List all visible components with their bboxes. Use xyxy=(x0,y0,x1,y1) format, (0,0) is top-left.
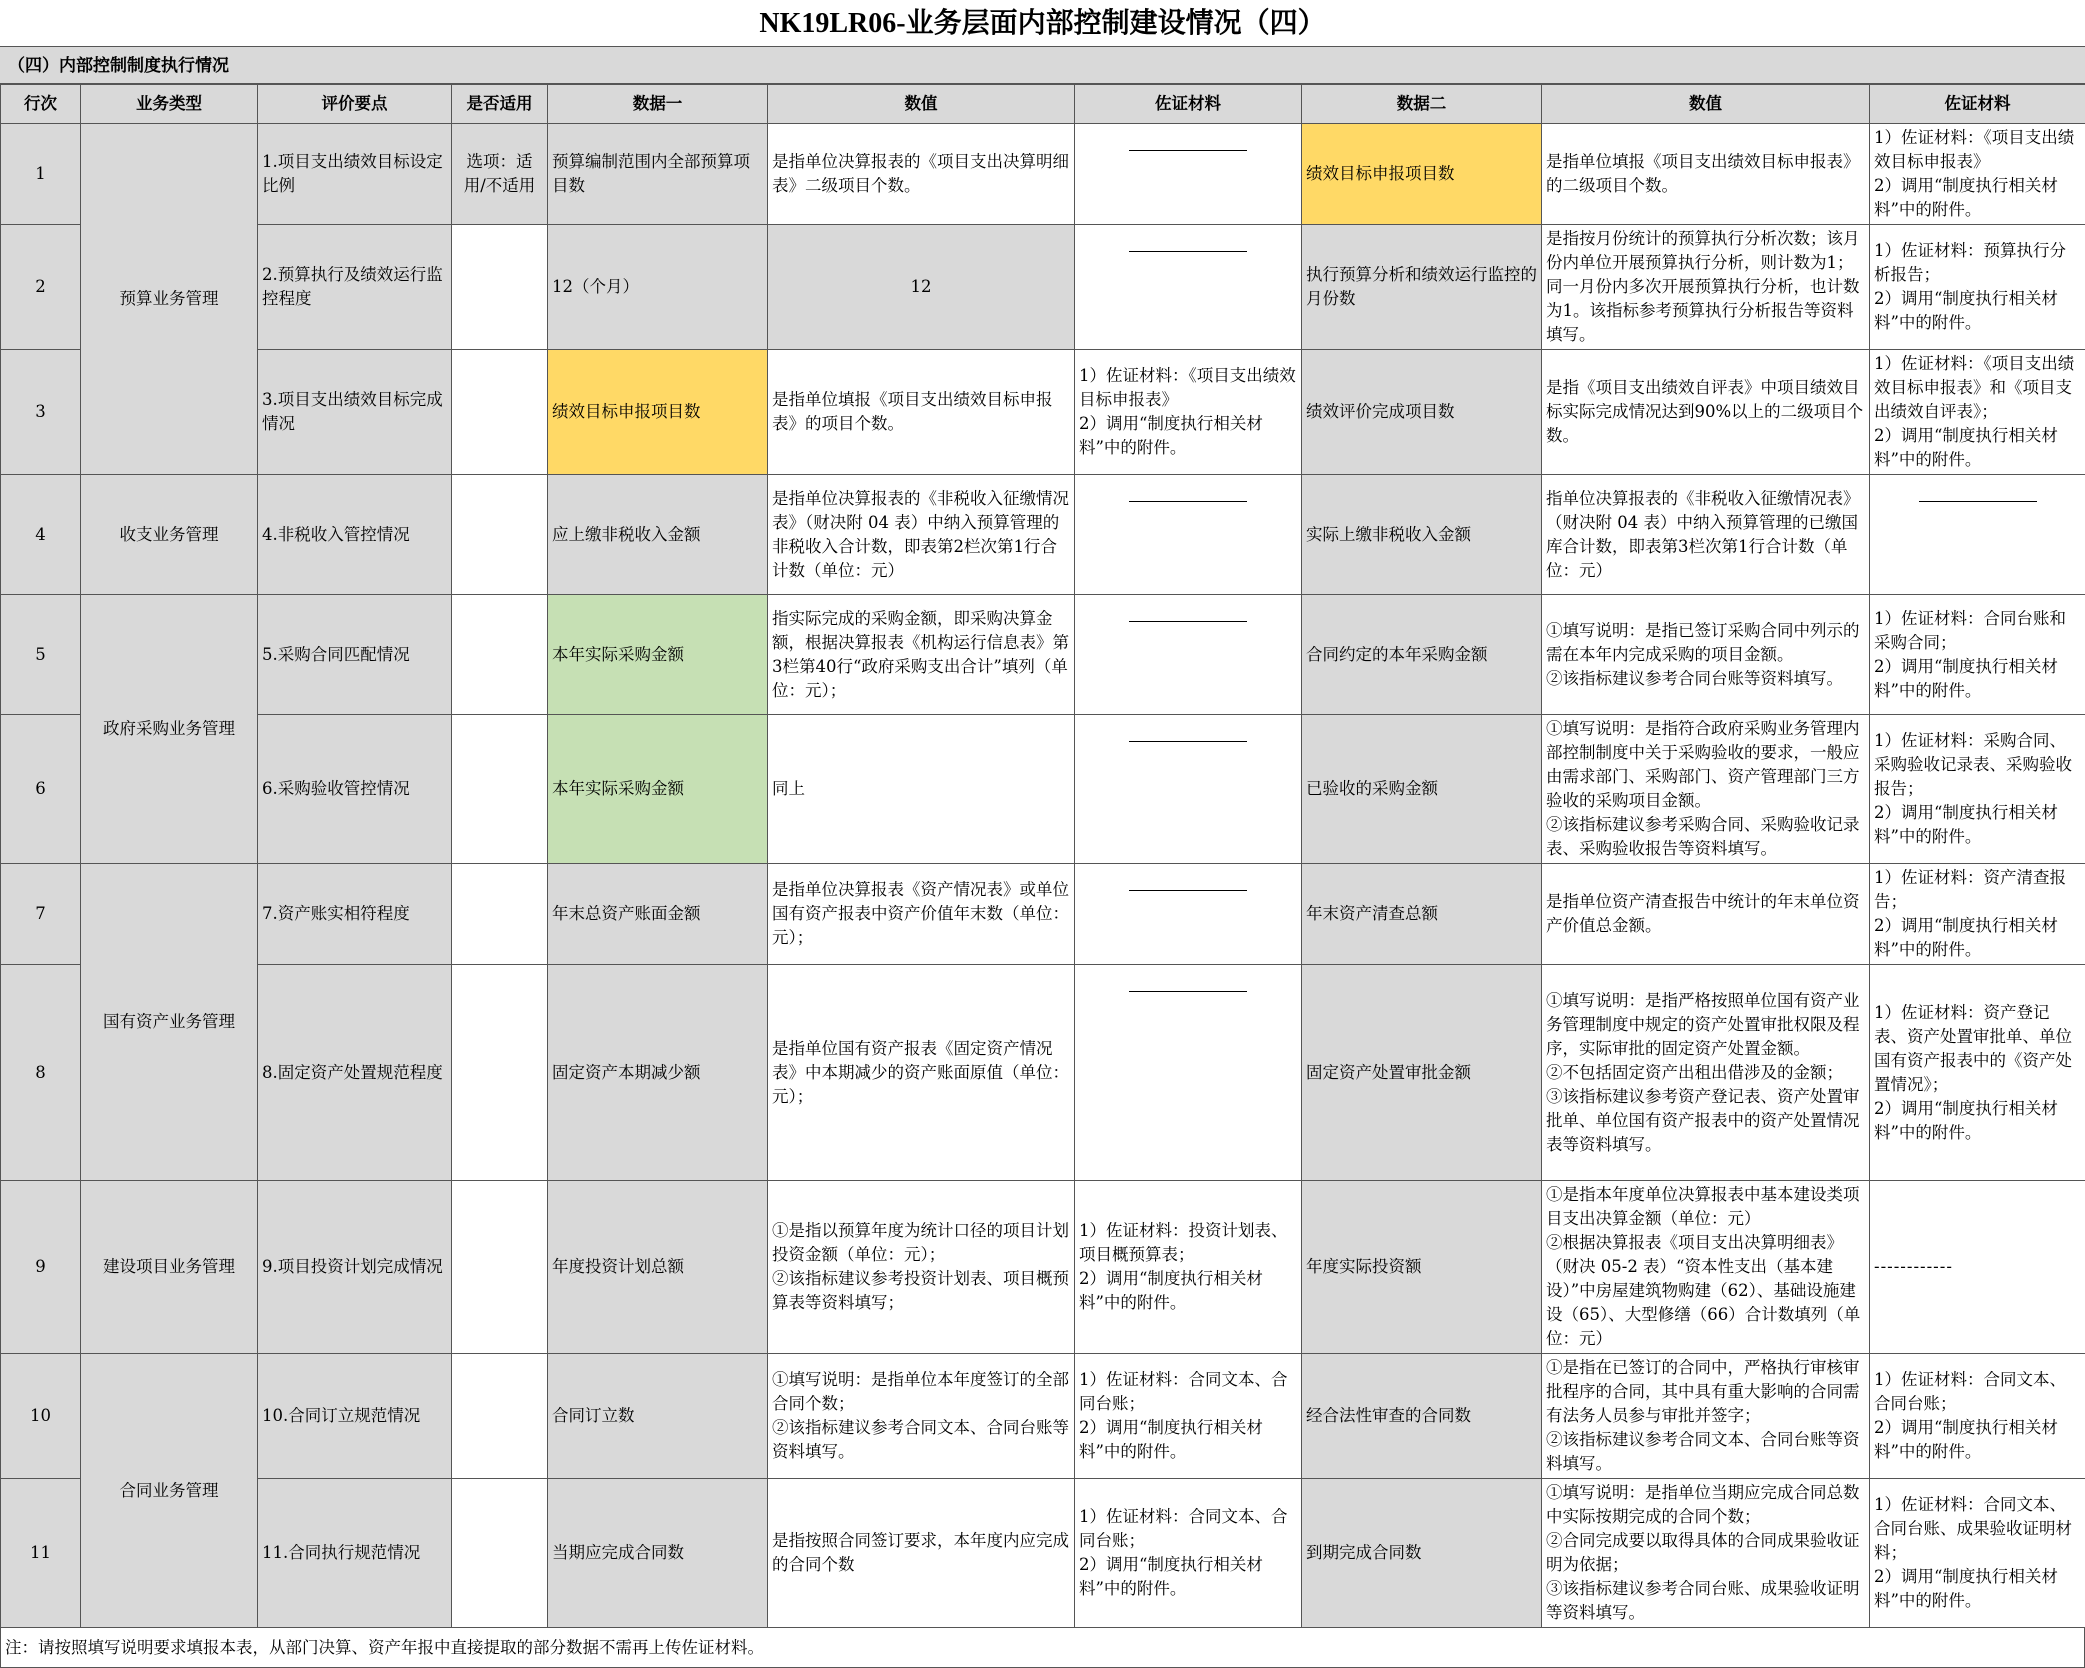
evidence2-cell: 1）佐证材料：资产清查报告； 2）调用“制度执行相关材料”中的附件。 xyxy=(1870,864,2085,965)
evidence1-cell xyxy=(1075,225,1302,350)
eval-point-cell: 5.采购合同匹配情况 xyxy=(258,595,452,715)
row-number: 2 xyxy=(1,225,81,350)
applicable-cell[interactable] xyxy=(452,1354,548,1479)
business-type-cell: 合同业务管理 xyxy=(81,1354,258,1628)
row-number: 6 xyxy=(1,715,81,864)
evidence1-cell xyxy=(1075,965,1302,1181)
value1-cell: 是指单位国有资产报表《固定资产情况表》中本期减少的资产账面原值（单位：元）； xyxy=(768,965,1075,1181)
value2-cell: ①是指在已签订的合同中，严格执行审核审批程序的合同，其中具有重大影响的合同需有法务人员参与审批并签字； ②该指标建议参考合同文本、合同台账等资料填写。 xyxy=(1542,1354,1870,1479)
data2-cell: 到期完成合同数 xyxy=(1302,1479,1542,1628)
evidence2-cell: 1）佐证材料：合同台账和采购合同； 2）调用“制度执行相关材料”中的附件。 xyxy=(1870,595,2085,715)
value2-cell: 指单位决算报表的《非税收入征缴情况表》（财决附 04 表）中纳入预算管理的已缴国库合计数，即表第3栏次第1行合计数（单位：元） xyxy=(1542,475,1870,595)
applicable-cell[interactable] xyxy=(452,1479,548,1628)
applicable-cell[interactable] xyxy=(452,595,548,715)
data1-cell: 本年实际采购金额 xyxy=(548,595,768,715)
blank-line xyxy=(1129,150,1247,151)
header-eval-point: 评价要点 xyxy=(258,85,452,124)
business-type-cell: 政府采购业务管理 xyxy=(81,595,258,864)
applicable-cell[interactable] xyxy=(452,965,548,1181)
blank-line xyxy=(1129,991,1247,992)
evidence2-cell: 1）佐证材料：资产登记表、资产处置审批单、单位国有资产报表中的《资产处置情况》； 2）调用“制度执行相关材料”中的附件。 xyxy=(1870,965,2085,1181)
data2-cell: 合同约定的本年采购金额 xyxy=(1302,595,1542,715)
table-row xyxy=(1,225,2085,350)
value2-cell: ①是指本年度单位决算报表中基本建设类项目支出决算金额（单位：元） ②根据决算报表《项目支出决算明细表》（财决 05-2 表）“资本性支出（基本建设）”中房屋建筑物购建（62）、基础设施建设（65）、大型修缮（66）合计数填列（单位：元） xyxy=(1542,1181,1870,1354)
evidence2-cell: 1）佐证材料：合同文本、合同台账、成果验收证明材料； 2）调用“制度执行相关材料”中的附件。 xyxy=(1870,1479,2085,1628)
evidence2-cell: 1）佐证材料：《项目支出绩效目标申报表》和《项目支出绩效自评表》； 2）调用“制度执行相关材料”中的附件。 xyxy=(1870,350,2085,475)
data1-cell: 12（个月） xyxy=(548,225,768,350)
applicable-cell[interactable] xyxy=(452,715,548,864)
business-type-cell: 收支业务管理 xyxy=(81,475,258,595)
row-number: 5 xyxy=(1,595,81,715)
row-number: 9 xyxy=(1,1181,81,1354)
eval-point-cell: 4.非税收入管控情况 xyxy=(258,475,452,595)
table-row xyxy=(1,1479,2085,1628)
evidence2-cell: 1）佐证材料：预算执行分析报告； 2）调用“制度执行相关材料”中的附件。 xyxy=(1870,225,2085,350)
business-type-cell: 国有资产业务管理 xyxy=(81,864,258,1181)
value1-cell: 是指单位决算报表的《非税收入征缴情况表》（财决附 04 表）中纳入预算管理的非税收入合计数，即表第2栏次第1行合计数（单位：元） xyxy=(768,475,1075,595)
data2-cell: 经合法性审查的合同数 xyxy=(1302,1354,1542,1479)
footnote: 注：请按照填写说明要求填报本表，从部门决算、资产年报中直接提取的部分数据不需再上传佐证材料。 xyxy=(0,1628,2085,1668)
data2-cell: 实际上缴非税收入金额 xyxy=(1302,475,1542,595)
eval-point-cell: 3.项目支出绩效目标完成情况 xyxy=(258,350,452,475)
table-row xyxy=(1,864,2085,965)
evidence2-cell: 1）佐证材料：《项目支出绩效目标申报表》 2）调用“制度执行相关材料”中的附件。 xyxy=(1870,124,2085,225)
header-data2: 数据二 xyxy=(1302,85,1542,124)
eval-point-cell: 11.合同执行规范情况 xyxy=(258,1479,452,1628)
control-table xyxy=(0,84,2085,1628)
value2-cell: ①填写说明：是指严格按照单位国有资产业务管理制度中规定的资产处置审批权限及程序，实际审批的固定资产处置金额。 ②不包括固定资产出租出借涉及的金额； ③该指标建议参考资产登记表、资产处置审批单、单位国有资产报表中的资产处置情况表等资料填写。 xyxy=(1542,965,1870,1181)
eval-point-cell: 9.项目投资计划完成情况 xyxy=(258,1181,452,1354)
data1-cell: 绩效目标申报项目数 xyxy=(548,350,768,475)
value2-cell: ①填写说明：是指已签订采购合同中列示的需在本年内完成采购的项目金额。 ②该指标建议参考合同台账等资料填写。 xyxy=(1542,595,1870,715)
value1-cell: 是指按照合同签订要求，本年度内应完成的合同个数 xyxy=(768,1479,1075,1628)
row-number: 3 xyxy=(1,350,81,475)
header-applicable: 是否适用 xyxy=(452,85,548,124)
blank-line xyxy=(1919,501,2037,502)
data1-cell: 合同订立数 xyxy=(548,1354,768,1479)
value1-cell: ①是指以预算年度为统计口径的项目计划投资金额（单位：元）； ②该指标建议参考投资计划表、项目概预算表等资料填写； xyxy=(768,1181,1075,1354)
applicable-cell[interactable]: 选项：适用/不适用 xyxy=(452,124,548,225)
value2-cell: 是指按月份统计的预算执行分析次数；该月份内单位开展预算执行分析，则计数为1；同一月份内多次开展预算执行分析，也计数为1。该指标参考预算执行分析报告等资料填写。 xyxy=(1542,225,1870,350)
data1-cell: 当期应完成合同数 xyxy=(548,1479,768,1628)
page-title: NK19LR06-业务层面内部控制建设情况（四） xyxy=(0,0,2085,46)
evidence1-cell xyxy=(1075,715,1302,864)
table-row xyxy=(1,1354,2085,1479)
header-evidence2: 佐证材料 xyxy=(1870,85,2085,124)
applicable-cell[interactable] xyxy=(452,225,548,350)
value1-cell: ①填写说明：是指单位本年度签订的全部合同个数； ②该指标建议参考合同文本、合同台账等资料填写。 xyxy=(768,1354,1075,1479)
applicable-cell[interactable] xyxy=(452,475,548,595)
applicable-cell[interactable] xyxy=(452,864,548,965)
blank-line xyxy=(1129,251,1247,252)
evidence1-cell: 1）佐证材料：投资计划表、项目概预算表； 2）调用“制度执行相关材料”中的附件。 xyxy=(1075,1181,1302,1354)
business-type-cell: 预算业务管理 xyxy=(81,124,258,475)
data2-cell: 执行预算分析和绩效运行监控的月份数 xyxy=(1302,225,1542,350)
evidence1-cell xyxy=(1075,124,1302,225)
table-row xyxy=(1,965,2085,1181)
evidence1-cell: 1）佐证材料：合同文本、合同台账； 2）调用“制度执行相关材料”中的附件。 xyxy=(1075,1479,1302,1628)
eval-point-cell: 6.采购验收管控情况 xyxy=(258,715,452,864)
value2-cell: ①填写说明：是指单位当期应完成合同总数中实际按期完成的合同个数； ②合同完成要以取得具体的合同成果验收证明为依据； ③该指标建议参考合同台账、成果验收证明等资料填写。 xyxy=(1542,1479,1870,1628)
table-row xyxy=(1,715,2085,864)
value1-cell: 同上 xyxy=(768,715,1075,864)
data2-cell: 已验收的采购金额 xyxy=(1302,715,1542,864)
data1-cell: 本年实际采购金额 xyxy=(548,715,768,864)
header-business-type: 业务类型 xyxy=(81,85,258,124)
header-row-no: 行次 xyxy=(1,85,81,124)
value1-cell: 是指单位决算报表《资产情况表》或单位国有资产报表中资产价值年末数（单位：元）； xyxy=(768,864,1075,965)
section-heading: （四）内部控制制度执行情况 xyxy=(0,46,2085,84)
data2-cell: 绩效评价完成项目数 xyxy=(1302,350,1542,475)
row-number: 7 xyxy=(1,864,81,965)
row-number: 8 xyxy=(1,965,81,1181)
eval-point-cell: 8.固定资产处置规范程度 xyxy=(258,965,452,1181)
eval-point-cell: 2.预算执行及绩效运行监控程度 xyxy=(258,225,452,350)
header-evidence1: 佐证材料 xyxy=(1075,85,1302,124)
evidence1-cell xyxy=(1075,864,1302,965)
evidence2-cell: 1）佐证材料：采购合同、采购验收记录表、采购验收报告； 2）调用“制度执行相关材料”中的附件。 xyxy=(1870,715,2085,864)
data2-cell: 年度实际投资额 xyxy=(1302,1181,1542,1354)
value1-cell: 是指单位填报《项目支出绩效目标申报表》的项目个数。 xyxy=(768,350,1075,475)
header-value1: 数值 xyxy=(768,85,1075,124)
data1-cell: 年末总资产账面金额 xyxy=(548,864,768,965)
blank-line xyxy=(1129,890,1247,891)
header-data1: 数据一 xyxy=(548,85,768,124)
evidence2-cell xyxy=(1870,475,2085,595)
applicable-cell[interactable] xyxy=(452,1181,548,1354)
value1-cell: 指实际完成的采购金额，即采购决算金额，根据决算报表《机构运行信息表》第3栏第40行“政府采购支出合计”填列（单位：元）； xyxy=(768,595,1075,715)
blank-line xyxy=(1129,621,1247,622)
evidence1-cell: 1）佐证材料：合同文本、合同台账； 2）调用“制度执行相关材料”中的附件。 xyxy=(1075,1354,1302,1479)
blank-line xyxy=(1129,501,1247,502)
data2-cell: 绩效目标申报项目数 xyxy=(1302,124,1542,225)
value2-cell: 是指单位资产清查报告中统计的年末单位资产价值总金额。 xyxy=(1542,864,1870,965)
applicable-cell[interactable] xyxy=(452,350,548,475)
evidence1-cell xyxy=(1075,595,1302,715)
row-number: 1 xyxy=(1,124,81,225)
eval-point-cell: 1.项目支出绩效目标设定比例 xyxy=(258,124,452,225)
data2-cell: 固定资产处置审批金额 xyxy=(1302,965,1542,1181)
value1-cell: 是指单位决算报表的《项目支出决算明细表》二级项目个数。 xyxy=(768,124,1075,225)
table-row xyxy=(1,350,2085,475)
value2-cell: ①填写说明：是指符合政府采购业务管理内部控制制度中关于采购验收的要求，一般应由需求部门、采购部门、资产管理部门三方验收的采购项目金额。 ②该指标建议参考采购合同、采购验收记录表、采购验收报告等资料填写。 xyxy=(1542,715,1870,864)
row-number: 11 xyxy=(1,1479,81,1628)
data1-cell: 应上缴非税收入金额 xyxy=(548,475,768,595)
eval-point-cell: 7.资产账实相符程度 xyxy=(258,864,452,965)
data1-cell: 年度投资计划总额 xyxy=(548,1181,768,1354)
evidence2-cell: ------------ xyxy=(1870,1181,2085,1354)
data1-cell: 固定资产本期减少额 xyxy=(548,965,768,1181)
table-row xyxy=(1,1181,2085,1354)
evidence2-cell: 1）佐证材料：合同文本、合同台账； 2）调用“制度执行相关材料”中的附件。 xyxy=(1870,1354,2085,1479)
table-row xyxy=(1,595,2085,715)
row-number: 4 xyxy=(1,475,81,595)
table-row xyxy=(1,475,2085,595)
business-type-cell: 建设项目业务管理 xyxy=(81,1181,258,1354)
value1-cell: 12 xyxy=(768,225,1075,350)
table-row xyxy=(1,124,2085,225)
eval-point-cell: 10.合同订立规范情况 xyxy=(258,1354,452,1479)
header-value2: 数值 xyxy=(1542,85,1870,124)
header-row xyxy=(1,85,2085,124)
blank-line xyxy=(1129,741,1247,742)
evidence1-cell: 1）佐证材料：《项目支出绩效目标申报表》 2）调用“制度执行相关材料”中的附件。 xyxy=(1075,350,1302,475)
evidence1-cell xyxy=(1075,475,1302,595)
row-number: 10 xyxy=(1,1354,81,1479)
data2-cell: 年末资产清查总额 xyxy=(1302,864,1542,965)
data1-cell: 预算编制范围内全部预算项目数 xyxy=(548,124,768,225)
value2-cell: 是指《项目支出绩效自评表》中项目绩效目标实际完成情况达到90%以上的二级项目个数。 xyxy=(1542,350,1870,475)
value2-cell: 是指单位填报《项目支出绩效目标申报表》的二级项目个数。 xyxy=(1542,124,1870,225)
